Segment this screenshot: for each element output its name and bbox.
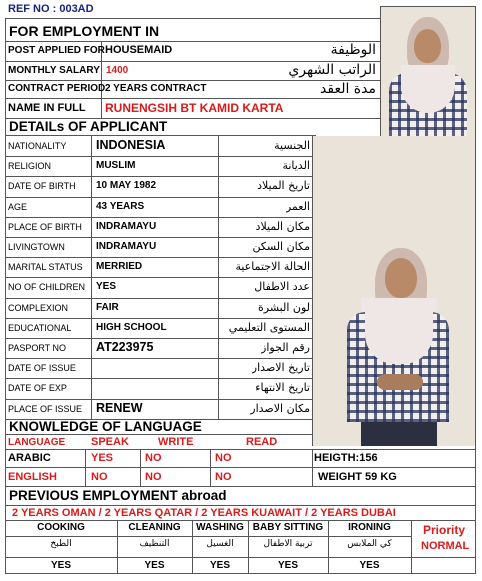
detail-label: PLACE OF ISSUE [8,403,83,414]
detail-arabic: العمر [285,199,310,213]
post-arabic: الوظيفة [330,42,376,58]
name-label: NAME IN FULL [8,102,86,114]
detail-label: NATIONALITY [8,141,67,151]
detail-value: 10 MAY 1982 [96,180,157,192]
applicant-full-photo [313,136,475,446]
language-arabic: ARABIC [8,452,51,464]
detail-label: DATE OF BIRTH [8,181,76,192]
detail-value: INDONESIA [96,138,166,152]
priority-value: NORMAL [421,540,470,552]
skill-arabic: الغسيل [206,539,234,549]
detail-label: DATE OF EXP [8,383,67,394]
arabic-write: NO [145,452,162,464]
speak-header: SPEAK [91,436,129,448]
detail-label: MARITAL STATUS [8,262,83,273]
english-write: NO [145,471,162,483]
detail-value: MERRIED [96,261,143,273]
detail-label: PLACE OF BIRTH [8,221,82,232]
skill-name: IRONING [348,522,391,533]
skill-name: WASHING [196,522,244,533]
arabic-read: NO [215,452,232,464]
skill-value: YES [277,560,298,571]
detail-label: NO OF CHILDREN [8,282,86,293]
salary-value: 1400 [106,65,129,76]
skill-arabic: كي الملابس [347,539,392,549]
contract-label: CONTRACT PERIOD [8,83,106,94]
skill-name: BABY SITTING [252,522,324,533]
arabic-speak: YES [91,452,114,464]
skill-arabic: التنظيف [139,539,170,549]
detail-arabic: مكان الميلاد [255,219,310,233]
language-header: LANGUAGE [8,437,66,448]
previous-employment-title: PREVIOUS EMPLOYMENT abroad [9,488,227,503]
detail-value: FAIR [96,301,119,313]
detail-arabic: الديانة [282,159,310,173]
skill-arabic: تربية الاطفال [263,539,313,549]
detail-value: HIGH SCHOOL [96,321,167,333]
height-value: HEIGTH:156 [314,452,378,464]
detail-value: INDRAMAYU [96,241,157,252]
english-read: NO [215,471,232,483]
employment-title: FOR EMPLOYMENT IN [9,23,160,39]
detail-arabic: الحالة الاجتماعية [235,260,310,274]
detail-value: RENEW [96,400,143,415]
detail-value: AT223975 [96,340,154,354]
detail-arabic: مكان الاصدار [250,401,310,415]
employment-history: 2 YEARS OMAN / 2 YEARS QATAR / 2 YEARS KUAWAIT / 2 YEARS DUBAI [12,507,396,519]
detail-arabic: عدد الاطفال [254,280,310,294]
detail-label: EDUCATIONAL [8,322,72,333]
details-title: DETAILs OF APPLICANT [9,119,168,134]
detail-label: DATE OF ISSUE [8,363,76,374]
skill-value: YES [359,560,380,571]
contract-value: 2 YEARS CONTRACT [105,83,207,94]
detail-value: 43 YEARS [96,200,145,212]
detail-value: MUSLIM [96,160,136,172]
detail-label: AGE [8,201,28,212]
contract-arabic: مدة العقد [320,81,376,97]
detail-arabic: الجنسية [274,139,310,152]
name-value: RUNENGSIH BT KAMID KARTA [105,101,284,115]
post-label: POST APPLIED FOR [8,45,105,56]
detail-arabic: تاريخ الانتهاء [255,381,310,395]
post-value: HOUSEMAID [105,44,173,56]
skill-name: CLEANING [128,522,181,533]
skill-arabic: الطبخ [50,539,72,549]
ref-number: REF NO : 003AD [8,3,94,15]
detail-label: RELIGION [8,161,52,172]
detail-value: YES [96,281,117,293]
english-speak: NO [91,471,108,483]
skill-value: YES [144,560,165,571]
language-title: KNOWLEDGE OF LANGUAGE [9,419,202,434]
salary-label: MONTHLY SALARY [8,65,100,76]
detail-label: COMPLEXION [8,302,69,313]
write-header: WRITE [158,436,194,448]
applicant-photo [381,7,475,136]
salary-arabic: الراتب الشهري [288,62,376,78]
detail-value: INDRAMAYU [96,220,157,232]
detail-arabic: رقم الجواز [261,341,310,354]
language-english: ENGLISH [8,471,57,483]
read-header: READ [246,436,278,448]
priority-label: Priority [423,523,466,537]
detail-arabic: تاريخ الميلاد [257,179,310,193]
skill-name: COOKING [37,522,85,533]
weight-value: WEIGHT 59 KG [318,471,397,483]
detail-arabic: مكان السكن [252,240,310,253]
detail-arabic: المستوى التعليمي [228,320,310,334]
detail-arabic: لون البشرة [258,300,310,314]
skill-value: YES [209,560,230,571]
detail-label: PASPORT NO [8,343,67,353]
detail-label: LIVINGTOWN [8,242,65,252]
detail-arabic: تاريخ الاصدار [251,361,310,375]
skill-value: YES [50,560,71,571]
